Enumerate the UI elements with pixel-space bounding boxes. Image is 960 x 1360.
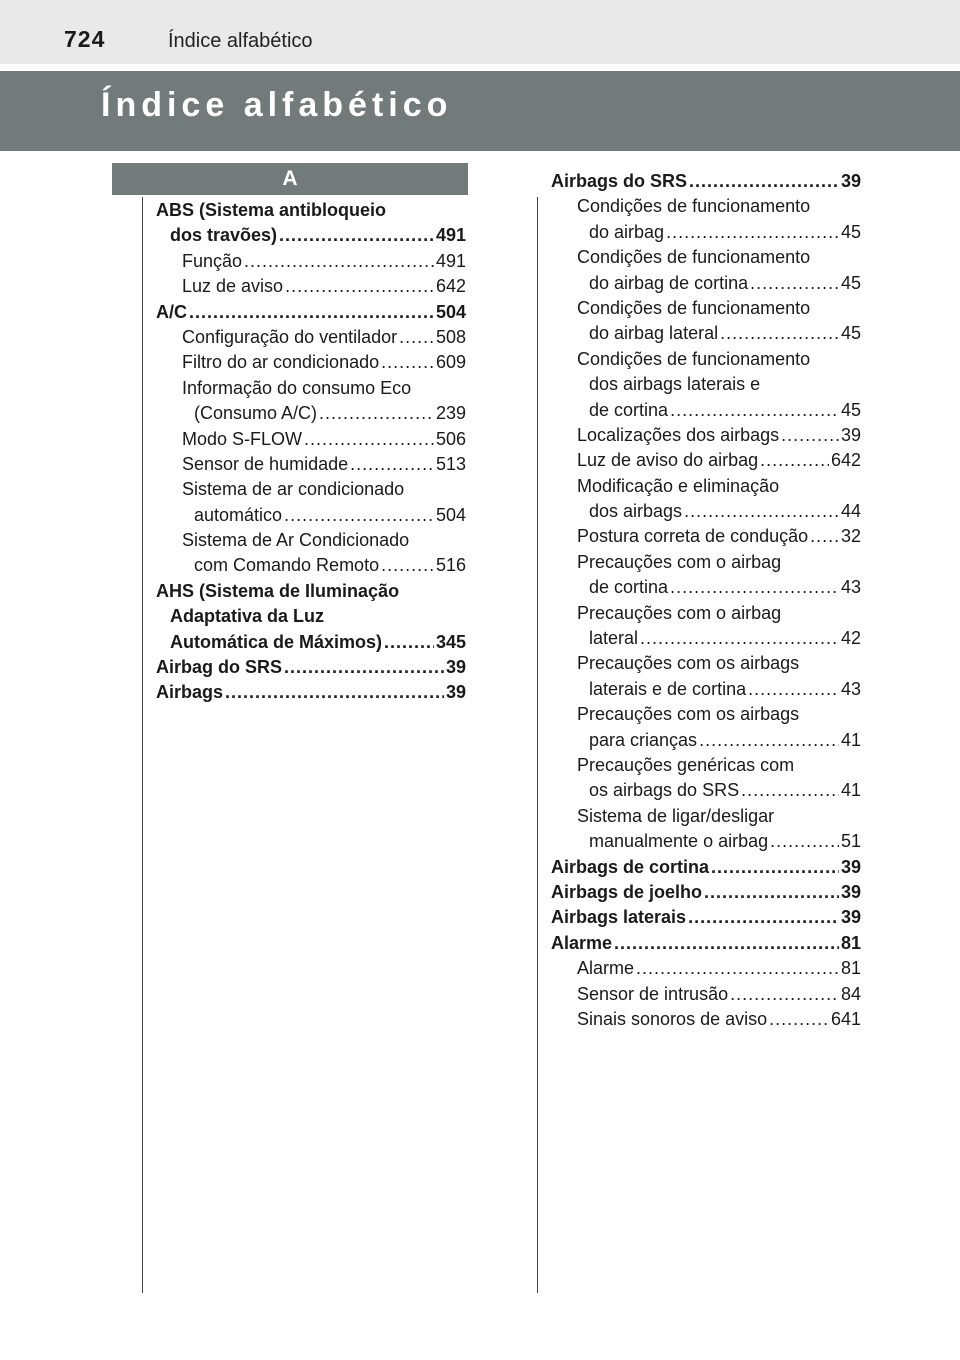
index-entry [551, 905, 861, 930]
index-entry-page: 504 [435, 301, 466, 322]
index-entry-text: Condições de funcionamento [577, 348, 811, 369]
dot-leader [741, 778, 839, 803]
index-entry-page: 81 [840, 958, 861, 979]
dot-leader [704, 880, 839, 905]
index-entry-text: do airbag [589, 221, 665, 242]
index-entry-text: Condições de funcionamento [577, 196, 811, 217]
index-entry [551, 855, 861, 880]
index-entry-page: 504 [435, 504, 466, 525]
index-entry [551, 347, 861, 372]
index-entry-text: Condições de funcionamento [577, 297, 811, 318]
index-entry [156, 249, 466, 274]
index-entry-text: Airbags laterais [551, 907, 687, 928]
index-entry [551, 651, 861, 676]
index-entry [156, 223, 466, 248]
dot-leader [225, 680, 444, 705]
index-entry [156, 579, 466, 604]
index-entry-page: 41 [840, 780, 861, 801]
index-entry [551, 169, 861, 194]
index-entry-page: 84 [840, 983, 861, 1004]
page-header [0, 0, 960, 64]
index-entry-text: AHS (Sistema de Iluminação [156, 580, 400, 601]
dot-leader [636, 956, 839, 981]
index-entry [156, 452, 466, 477]
index-entry-text: Adaptativa da Luz [170, 606, 325, 627]
index-entry-text: Localizações dos airbags [577, 424, 780, 445]
dot-leader [750, 271, 839, 296]
index-entry [551, 296, 861, 321]
index-entry [156, 553, 466, 578]
index-entry-text: de cortina [589, 399, 669, 420]
dot-leader [399, 325, 434, 350]
dot-leader [381, 553, 434, 578]
dot-leader [688, 905, 839, 930]
index-entry-text: Sinais sonoros de aviso [577, 1008, 768, 1029]
index-entry-text: Precauções com os airbags [577, 704, 800, 725]
index-entry-page: 239 [435, 403, 466, 424]
dot-leader [284, 503, 434, 528]
dot-leader [666, 220, 839, 245]
index-entry-text: Postura correta de condução [577, 526, 809, 547]
index-entry-text: Sensor de intrusão [577, 983, 729, 1004]
index-entry [551, 601, 861, 626]
index-entry-text: Luz de aviso do airbag [577, 450, 759, 471]
index-entry [156, 274, 466, 299]
dot-leader [350, 452, 434, 477]
index-entry-text: Modo S-FLOW [182, 428, 303, 449]
index-entry-text: Luz de aviso [182, 276, 284, 297]
dot-leader [381, 350, 434, 375]
dot-leader [781, 423, 839, 448]
index-entry [551, 220, 861, 245]
index-entry-page: 39 [840, 424, 861, 445]
index-entry-text: Alarme [577, 958, 635, 979]
dot-leader [189, 300, 434, 325]
index-entry-text: laterais e de cortina [589, 678, 747, 699]
index-entry-text: Automática de Máximos) [170, 631, 383, 652]
index-entry-text: A/C [156, 301, 187, 322]
index-entry-text: (Consumo A/C) [194, 403, 318, 424]
index-entry-page: 642 [435, 276, 466, 297]
index-entry-page: 491 [435, 225, 466, 246]
index-entry [551, 550, 861, 575]
dot-leader [748, 677, 839, 702]
dot-leader [684, 499, 839, 524]
index-entry-page: 642 [830, 450, 861, 471]
index-entry [156, 477, 466, 502]
index-entry [551, 626, 861, 651]
index-entry-text: com Comando Remoto [194, 555, 380, 576]
dot-leader [279, 223, 434, 248]
index-entry-text: Precauções genéricas com [577, 754, 795, 775]
index-entry [156, 325, 466, 350]
index-entry-page: 506 [435, 428, 466, 449]
index-entry [551, 956, 861, 981]
index-entry-text: Configuração do ventilador [182, 326, 398, 347]
column-divider-middle [537, 197, 538, 1293]
index-entry [551, 728, 861, 753]
index-entry [551, 677, 861, 702]
index-entry-text: Airbags de cortina [551, 856, 710, 877]
index-entry [156, 630, 466, 655]
index-entry-text: dos travões) [170, 225, 278, 246]
index-entry-text: Precauções com o airbag [577, 602, 782, 623]
index-entry-page: 45 [840, 272, 861, 293]
index-entry-text: Sistema de ar condicionado [182, 479, 405, 500]
dot-leader [689, 169, 839, 194]
index-entry [551, 524, 861, 549]
index-entry-text: Sistema de ligar/desligar [577, 805, 775, 826]
index-entry-page: 51 [840, 831, 861, 852]
letter-heading: A [112, 163, 468, 195]
dot-leader [244, 249, 434, 274]
index-entry-text: Precauções com o airbag [577, 551, 782, 572]
index-entry-page: 43 [840, 577, 861, 598]
header-section-title: Índice alfabético [168, 30, 313, 52]
index-entry-text: Informação do consumo Eco [182, 377, 412, 398]
index-entry [551, 321, 861, 346]
index-entry [156, 376, 466, 401]
page-title: Índice alfabético [101, 86, 453, 124]
index-entry-page: 41 [840, 729, 861, 750]
dot-leader [304, 427, 434, 452]
index-entry [156, 655, 466, 680]
dot-leader [720, 321, 839, 346]
index-entry [551, 474, 861, 499]
index-entry-text: Airbags [156, 682, 224, 703]
index-entry [156, 604, 466, 629]
index-entry-text: para crianças [589, 729, 698, 750]
index-entry [551, 931, 861, 956]
index-entry-text: os airbags do SRS [589, 780, 740, 801]
index-entry-page: 39 [445, 657, 466, 678]
dot-leader [730, 982, 839, 1007]
index-entry-text: Condições de funcionamento [577, 247, 811, 268]
index-entry-page: 641 [830, 1008, 861, 1029]
index-entry-text: Airbags de joelho [551, 881, 703, 902]
index-entry [551, 372, 861, 397]
index-entry-text: Sistema de Ar Condicionado [182, 530, 410, 551]
index-entry-page: 516 [435, 555, 466, 576]
index-entry-page: 45 [840, 399, 861, 420]
dot-leader [769, 1007, 829, 1032]
index-entry-text: ABS (Sistema antibloqueio [156, 200, 387, 220]
index-entry-text: Filtro do ar condicionado [182, 352, 380, 373]
index-entry-page: 81 [840, 932, 861, 953]
index-entry-text: Função [182, 250, 243, 271]
index-entry-text: Airbag do SRS [156, 657, 283, 678]
index-entry [156, 503, 466, 528]
index-entry-page: 42 [840, 628, 861, 649]
index-entry [551, 575, 861, 600]
index-entry-text: Airbags do SRS [551, 171, 688, 191]
index-entry-page: 491 [435, 250, 466, 271]
index-entry [551, 398, 861, 423]
index-entry-text: lateral [589, 628, 639, 649]
index-entry-page: 32 [840, 526, 861, 547]
index-entry [551, 194, 861, 219]
index-entry [156, 198, 466, 223]
dot-leader [384, 630, 434, 655]
dot-leader [670, 398, 839, 423]
dot-leader [319, 401, 434, 426]
index-entry-page: 45 [840, 323, 861, 344]
index-entry-text: dos airbags laterais e [589, 374, 761, 395]
index-entry-text: manualmente o airbag [589, 831, 769, 852]
index-entry [551, 753, 861, 778]
index-entry-text: do airbag lateral [589, 323, 719, 344]
index-entry [156, 300, 466, 325]
index-entry [551, 499, 861, 524]
dot-leader [285, 274, 434, 299]
index-entry-page: 345 [435, 631, 466, 652]
dot-leader [670, 575, 839, 600]
index-entry-text: do airbag de cortina [589, 272, 749, 293]
index-entry [551, 829, 861, 854]
index-entry-page: 44 [840, 501, 861, 522]
index-entry [551, 245, 861, 270]
dot-leader [810, 524, 839, 549]
index-entry-page: 39 [840, 856, 861, 877]
index-entry-text: automático [194, 504, 283, 525]
page-number: 724 [64, 26, 106, 52]
index-entry-text: de cortina [589, 577, 669, 598]
index-entry-page: 513 [435, 453, 466, 474]
dot-leader [770, 829, 839, 854]
index-entry [551, 702, 861, 727]
index-entry-page: 43 [840, 678, 861, 699]
index-entry [551, 804, 861, 829]
index-column-left [156, 198, 466, 706]
index-entry [156, 350, 466, 375]
index-entry [156, 680, 466, 705]
index-entry-text: dos airbags [589, 501, 683, 522]
index-entry-page: 39 [840, 171, 861, 191]
dot-leader [284, 655, 444, 680]
index-entry [551, 880, 861, 905]
index-entry [156, 528, 466, 553]
dot-leader [614, 931, 839, 956]
index-entry [551, 448, 861, 473]
dot-leader [640, 626, 839, 651]
index-entry-page: 39 [445, 682, 466, 703]
index-entry [156, 401, 466, 426]
index-entry-page: 508 [435, 326, 466, 347]
index-entry-page: 45 [840, 221, 861, 242]
index-entry [551, 1007, 861, 1032]
index-entry-text: Alarme [551, 932, 613, 953]
index-entry [551, 423, 861, 448]
dot-leader [760, 448, 829, 473]
index-entry [551, 982, 861, 1007]
index-entry-text: Modificação e eliminação [577, 475, 780, 496]
index-entry-text: Precauções com os airbags [577, 653, 800, 674]
index-entry-page: 609 [435, 352, 466, 373]
index-entry-page: 39 [840, 881, 861, 902]
index-entry-text: Sensor de humidade [182, 453, 349, 474]
index-entry [551, 778, 861, 803]
dot-leader [711, 855, 839, 880]
index-entry-page: 39 [840, 907, 861, 928]
index-column-right [551, 169, 861, 1032]
dot-leader [699, 728, 839, 753]
index-entry [551, 271, 861, 296]
index-entry [156, 427, 466, 452]
column-divider-left [142, 197, 143, 1293]
